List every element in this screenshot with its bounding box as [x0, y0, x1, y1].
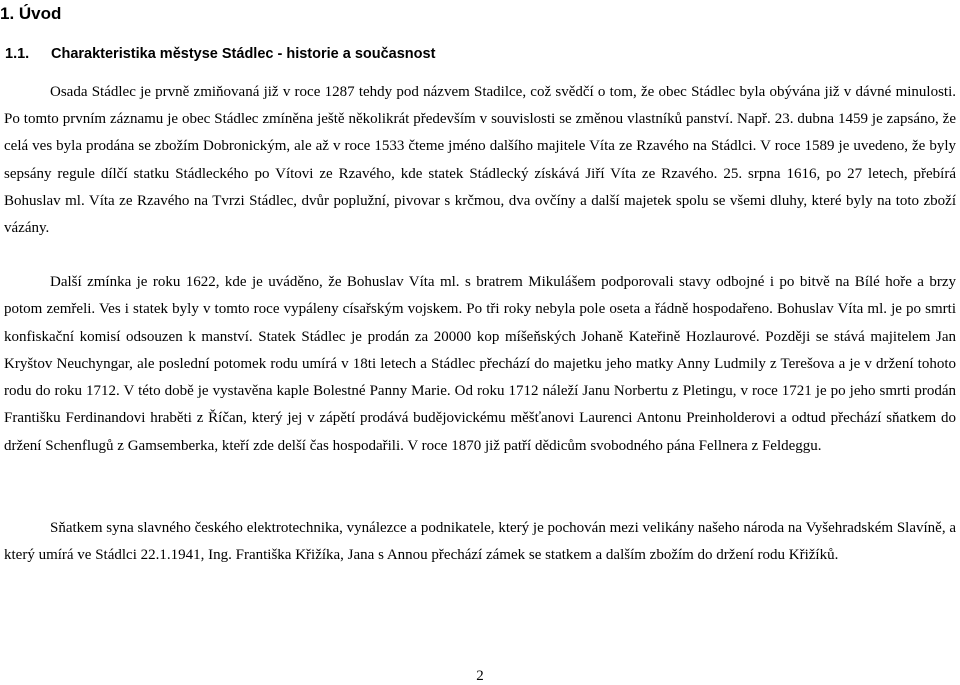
paragraph-history-origins: Osada Stádlec je prvně zmiňovaná již v roce 1287 tehdy pod názvem Stadilce, což svědčí o tom, že obec Stádlec byla obývána již v dávné minulosti. Po tomto prvním záznamu je obec Stádlec zmíněna ještě několikrát především v souvislosti se změnou vlastníků panství. Např. 23. dubna 1459 je zapsáno, že celá ves byla prodána se zbožím Dobronickým, ale až v roce 1533 čteme jméno dalšího majitele Víta ze Rzavého na Stádlci. V roce 1589 je uvedeno, že byly sepsány regule dílčí statku Stádleckého po Vítovi ze Rzavého, kde statek Stádlecký získává Jiří Víta ze Rzavého. 25. srpna 1616, po 27 letech, přebírá Bohuslav ml. Víta ze Rzavého na Tvrzi Stádlec, dvůr poplužní, pivovar s krčmou, dva ovčíny a další majetek spolu se všemi dluhy, které byly na toto zboží vázány.	[4, 84, 956, 237]
paragraph-history-owners: Další zmínka je roku 1622, kde je uváděno, že Bohuslav Víta ml. s bratrem Mikulášem podporovali stavy odbojné i po bitvě na Bílé hoře a brzy potom zemřeli. Ves i statek byly v tomto roce vypáleny císařským vojskem. Po tři roky nebyla pole oseta a řádně hospodařeno. Bohuslav Víta ml. je po smrti konfiskační komisí odsouzen k manství. Statek Stádlec je prodán za 20000 kop míšeňských Johaně Kateřině Hozlaurové. Později se stává majitelem Jan Kryštov Neuchyngar, ale poslední potomek rodu umírá v 18ti letech a Stádlec přechází do majetku jeho matky Anny Ludmily z Terešova a je v držení tohoto rodu do roku 1712. V této době je vystavěna kaple Bolestné Panny Marie. Od roku 1712 náleží Janu Norbertu z Pletingu, v roce 1721 je po jeho smrti prodán Františku Ferdinandovi hraběti z Říčan, který jej v zápětí prodává budějovickému měšťanovi Laurenci Antonu Preinholderovi a odtud přechází sňatkem do držení Schenflugů z Gamsemberka, kteří zde delší čas hospodařili. V roce 1870 již patří dědicům svobodného pána Fellnera z Feldeggu.	[4, 274, 956, 454]
section-heading	[5, 44, 435, 64]
page-number: 2	[476, 668, 484, 684]
paragraph-history-krizik: Sňatkem syna slavného českého elektrotechnika, vynálezce a podnikatele, který je pochován mezi velikány našeho národa na Vyšehradském Slavíně, a který umírá ve Stádlci 22.1.1941, Ing. Františka Křižíka, Jana s Annou přechází zámek se statkem a dalším zbožím do držení rodu Křižíků.	[4, 520, 956, 564]
chapter-heading: 1. Úvod	[0, 4, 62, 23]
section-number: 1.1.	[5, 46, 30, 62]
section-title: Charakteristika městyse Stádlec - historie a současnost	[51, 46, 436, 62]
